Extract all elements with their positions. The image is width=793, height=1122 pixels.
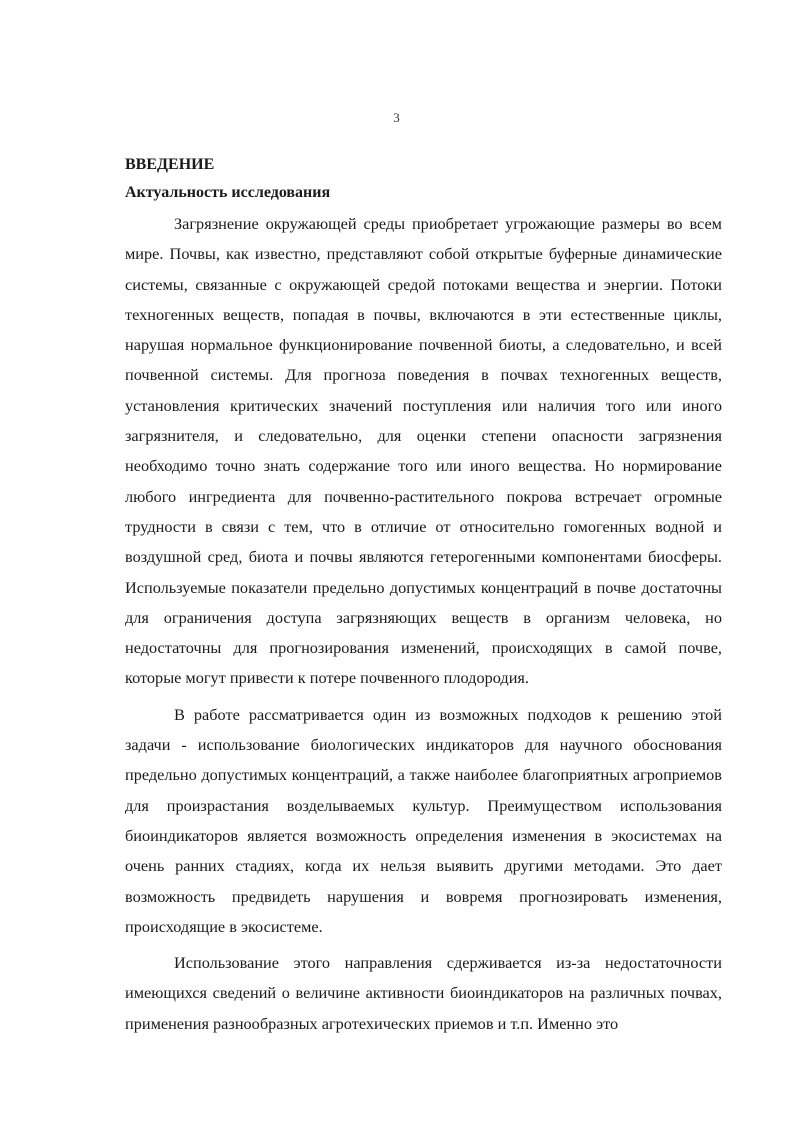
body-paragraph: Загрязнение окружающей среды приобретает угрожающие размеры во всем мире. Почвы, как известно, представляют собой открытые буферные динамические системы, связанные с окружающей средой потоками вещества и энергии. Потоки техногенных веществ, попадая в почвы, включаются в эти естественные циклы, нарушая нормальное функционирование почвенной биоты, а следовательно, и всей почвенной системы. Для прогноза поведения в почвах техногенных веществ, установления критических значений поступления или наличия того или иного загрязнителя, и следовательно, для оценки степени опасности загрязнения необходимо точно знать содержание того или иного вещества. Но нормирование любого ингредиента для почвенно-растительного покрова встречает огромные трудности в связи с тем, что в отличие от относительно гомогенных водной и воздушной сред, биота и почвы являются гетерогенными компонентами биосферы. Используемые показатели предельно допустимых концентраций в почве достаточны для ограничения доступа загрязняющих веществ в организм человека, но недостаточны для прогнозирования изменений, происходящих в самой почве, которые могут привести к потере почвенного плодородия. xyxy=(125,214,722,688)
section-heading: ВВЕДЕНИЕ xyxy=(125,156,215,173)
body-paragraph: В работе рассматривается один из возможных подходов к решению этой задачи - использование биологических индикаторов для научного обоснования предельно допустимых концентраций, а также наиболее благоприятных агроприемов для произрастания возделываемых культур. Преимуществом использования биоиндикаторов является возможность определения изменения в экосистемах на очень ранних стадиях, когда их нельзя выявить другими методами. Это дает возможность предвидеть нарушения и вовремя прогнозировать изменения, происходящие в экосистеме. xyxy=(125,704,722,936)
subsection-heading: Актуальность исследования xyxy=(125,184,331,201)
body-paragraph: Использование этого направления сдерживается из-за недостаточности имеющихся сведений о величине активности биоиндикаторов на различных почвах, применения разнообразных агротехических приемов и т.п. Именно это xyxy=(125,953,722,1033)
page-body xyxy=(125,152,722,1039)
page-number: 3 xyxy=(393,110,400,125)
